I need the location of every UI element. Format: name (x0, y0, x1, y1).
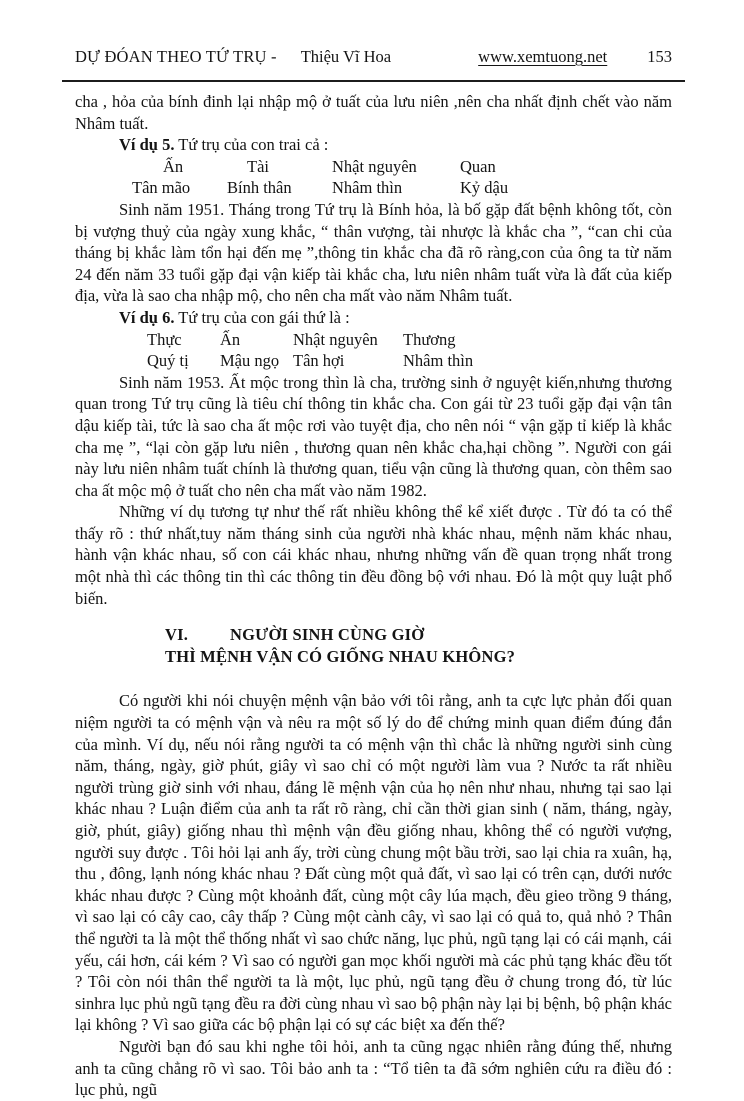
pillar-role: Tài (247, 156, 269, 176)
pillar-role: Ấn (163, 156, 184, 176)
section-heading-line1 (165, 624, 672, 646)
page-number: 153 (647, 47, 672, 66)
pillar-role: Thực (147, 329, 182, 349)
website-url: www.xemtuong.net (478, 47, 608, 66)
pillar-role: Nhật nguyên (293, 329, 378, 349)
paragraph-summary: Những ví dụ tương tự như thế rất nhiều không thể kể xiết được . Từ đó ta có thể thấy rõ : thứ nhất,tuy năm tháng sinh của người nhà khác nhau, mệnh năm khác nhau, hành vận khác nhau, số con cái khác nhau, nhưng những vấn đề quan trọng nhất trong một nhà thì các thông tin thì các thông tin đều đồng bộ với nhau. Đó là một quy luật phổ biến. (75, 502, 672, 608)
pillar-value: Tân mão (132, 178, 191, 198)
section-number: VI. (165, 625, 189, 645)
pillar-value: Nhâm thìn (403, 351, 474, 371)
pillar-value: Mậu ngọ (220, 351, 280, 371)
example6-roles-row (75, 329, 672, 351)
section-title-line2: THÌ MỆNH VẬN CÓ GIỐNG NHAU KHÔNG? (165, 646, 516, 666)
example5-roles-row (75, 156, 672, 178)
pillar-value: Quý tị (147, 351, 189, 371)
example5-pillars-row (75, 177, 672, 199)
example5-label (75, 134, 672, 156)
example6-pillars-row (75, 350, 672, 372)
pillar-value: Nhâm thìn (332, 178, 403, 198)
section-heading (165, 624, 672, 667)
pillar-role: Ấn (220, 329, 241, 349)
pillar-value: Bính thân (227, 178, 292, 198)
section-title-line1: NGƯỜI SINH CÙNG GIỜ (230, 625, 425, 645)
paragraph-discussion: Có người khi nói chuyện mệnh vận bảo với tôi rằng, anh ta cực lực phản đối quan niệm người ta có mệnh vận và nêu ra một số lý do để chứng minh quan điểm đúng đắn của mình. Ví dụ, nếu nói rằng người ta có mệnh vận thì chắc là những người sinh cùng năm, tháng, ngày, giờ phút, giây vì sao chỉ có một người làm vua ? Nước ta rất nhiều người trùng giờ sinh với nhau, đáng lẽ mệnh vận của họ nên như nhau, nhưng tại sao lại khác nhau ? Luận điểm của anh ta rất rõ ràng, chỉ cần thời gian sinh ( năm, tháng, ngày, giờ, phút, giây) giống nhau thì mệnh vận đều giống nhau, không thể có người vượng, người suy được . Tôi hỏi lại anh ấy, trời cùng chung một bầu trời, sao lại chia ra xuân, hạ, thu , đông, lạnh nóng khác nhau ? Đất cùng một quả đất, vì sao lại có trên cạn, dưới nước khác nhau được ? Cùng một khoảnh đất, cùng một cây lúa mạch, đều gieo trồng 9 tháng, vì sao lại có cây cao, cây thấp ? Cùng một cành cây, vì sao lại có quả to, quả nhỏ ? Thân thể người ta là một thể thống nhất vì sao chức năng, lục phủ, ngũ tạng lại có cái mạnh, cái yếu, cái hơn, cái kém ? Vì sao có người gan mọc khối người mà các phủ tạng khác đều tốt ? Tôi còn nói thân thể người ta là một, lục phủ, ngũ tạng đều ở chung trong đó, từ lúc sinhra lục phủ ngũ tạng đều ra đời cùng nhau vì sao bộ phận này lại bị bệnh, bộ phận khác lại không ? Vì sao giữa các bộ phận lại có sự các biệt xa đến thế? (75, 691, 672, 1035)
pillar-value: Kỷ dậu (460, 178, 509, 198)
example6-label (75, 307, 672, 329)
example6-label-text: Tứ trụ của con gái thứ là : (174, 307, 350, 327)
pillar-role: Quan (460, 156, 496, 176)
header-divider (62, 80, 685, 82)
example6-analysis: Sinh năm 1953. Ất mộc trong thìn là cha, trường sinh ở nguyệt kiến,nhưng thương quan trong Tứ trụ cũng là tiêu chí thông tin khắc cha. Con gái từ 23 tuổi gặp đại vận tân dậu kiếp tài, tức là sao cha ất mộc rơi vào tuyệt địa, cho nên nói “ vận gặp tỉ kiếp là khắc cha mẹ ”, “lại còn gặp lưu niên , thương quan nên khắc cha,hại chồng ”. Người con gái này lưu niên nhâm tuất chính là thương quan, tiểu vận cũng là thương quan, còn thêm sao cha ất mộc mộ ở tuất cho nên cha mất vào năm 1982. (75, 372, 672, 500)
example6-pillar-table (75, 329, 672, 372)
example5-analysis: Sinh năm 1951. Tháng trong Tứ trụ là Bính hỏa, là bố gặp đất bệnh không tốt, còn bị vượng thuỷ của ngày xung khắc, “ thân vượng, tài nhược là khắc cha ”, “can chi của tháng bị khắc làm tổn hại đến mẹ ”,thông tin khắc cha đã rõ ràng,con của ông ta từ năm 24 đến năm 33 tuổi gặp đại vận kiếp tài khắc cha, lưu niên nhâm tuất vừa là đất của kiếp địa, vừa là sao cha nhập mộ, cho nên cha mất vào năm Nhâm tuất. (75, 199, 672, 306)
example5-label-text: Tứ trụ của con trai cả : (174, 135, 329, 155)
example5-label-bold: Ví dụ 5. (119, 135, 175, 155)
author-name: Thiệu Vĩ Hoa (300, 47, 392, 66)
page-header (75, 47, 672, 67)
paragraph-closing: Người bạn đó sau khi nghe tôi hỏi, anh ta cũng ngạc nhiên rằng đúng thế, nhưng anh ta cũng chẳng rõ vì sao. Tôi bảo anh ta : “Tổ tiên ta đã sớm nghiên cứu ra điều đó : lục phủ, ngũ (75, 1036, 672, 1100)
paragraph-continuation: cha , hỏa của bính đinh lại nhập mộ ở tuất của lưu niên ,nên cha nhất định chết vào năm Nhâm tuất. (75, 92, 672, 133)
pillar-role: Nhật nguyên (332, 156, 417, 176)
pillar-value: Tân hợi (293, 351, 345, 371)
example5-pillar-table (75, 156, 672, 199)
book-title: DỰ ĐÓAN THEO TỨ TRỤ - (75, 47, 277, 66)
pillar-role: Thương (403, 329, 456, 349)
example6-label-bold: Ví dụ 6. (119, 307, 175, 327)
